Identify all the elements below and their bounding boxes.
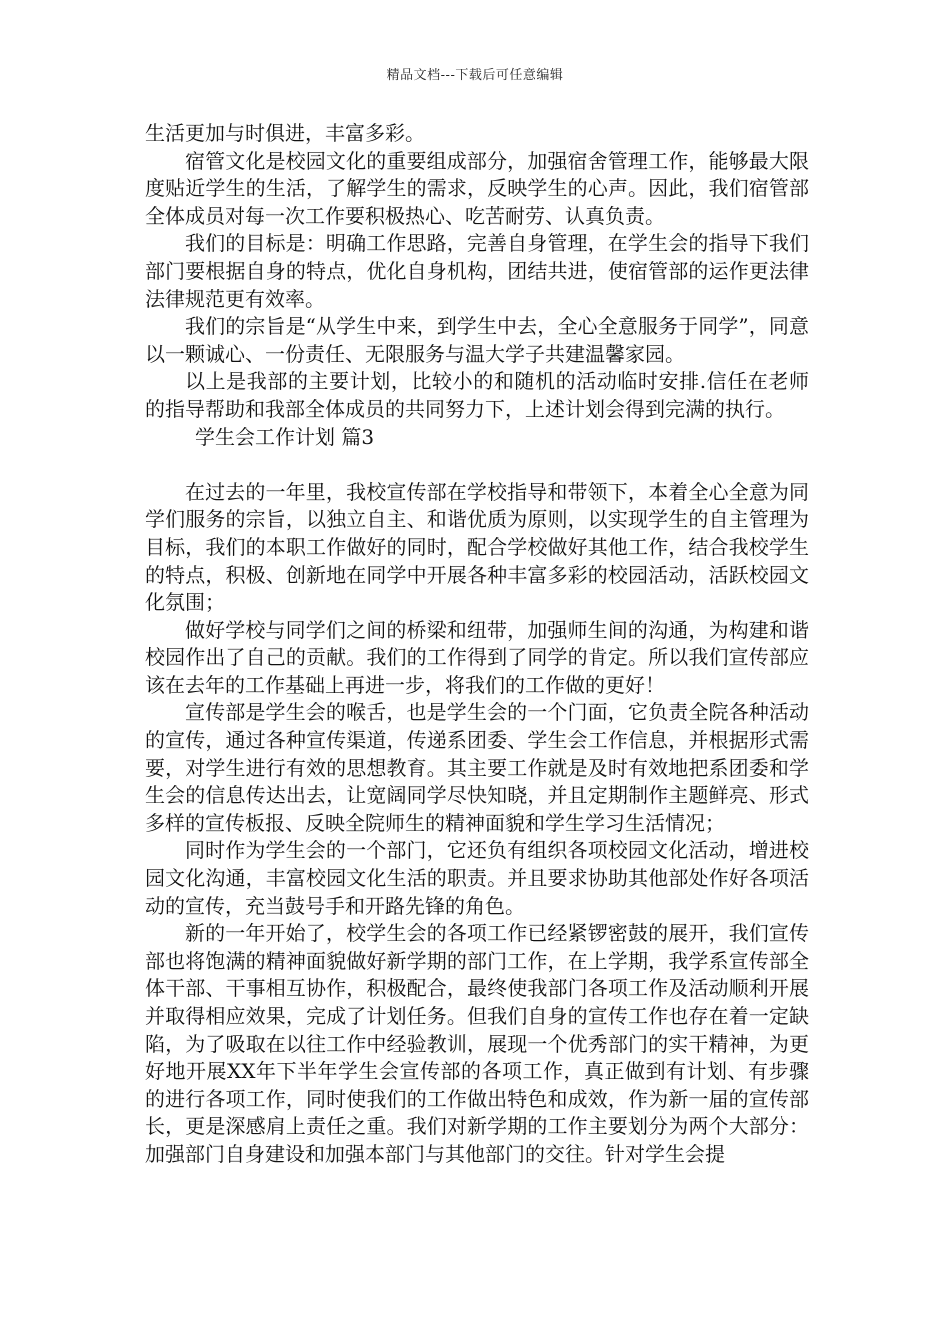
paragraph: 在过去的一年里，我校宣传部在学校指导和带领下，本着全心全意为同学们服务的宗旨，以独立自主、和谐优质为原则，以实现学生的自主管理为目标，我们的本职工作做好的同时，配合学校做好其他工作，结合我校学生的特点，积极、创新地在同学中开展各种丰富多彩的校园活动，活跃校园文化氛围； — [145, 479, 809, 615]
paragraph: 新的一年开始了，校学生会的各项工作已经紧锣密鼓的展开，我们宣传部也将饱满的精神面貌做好新学期的部门工作，在上学期，我学系宣传部全体干部、干事相互协作，积极配合，最终使我部门各项工作及活动顺利开展并取得相应效果，完成了计划任务。但我们自身的宣传工作也存在着一定缺陷，为了吸取在以往工作中经验教训，展现一个优秀部门的实干精神，为更好地开展XX年下半年学生会宣传部的各项工作，真正做到有计划、有步骤的进行各项工作，同时使我们的工作做出特色和成效，作为新一届的宣传部长，更是深感肩上责任之重。我们对新学期的工作主要划分为两个大部分：加强部门自身建设和加强本部门与其他部门的交往。针对学生会提 — [145, 921, 809, 1166]
paragraph: 生活更加与时俱进，丰富多彩。 — [145, 121, 425, 145]
paragraph: 我们的宗旨是“从学生中来，到学生中去，全心全意服务于同学”，同意以一颗诚心、一份责任、无限服务与温大学子共建温馨家园。 — [145, 314, 809, 366]
document-body — [145, 120, 809, 1169]
paragraph: 以上是我部的主要计划，比较小的和随机的活动临时安排.信任在老师的指导帮助和我部全体成员的共同努力下，上述计划会得到完满的执行。 — [145, 369, 809, 421]
paragraph: 我们的目标是：明确工作思路，完善自身管理，在学生会的指导下我们部门要根据自身的特点，优化自身机构，团结共进，使宿管部的运作更法律法律规范更有效率。 — [145, 231, 809, 311]
section-title: 学生会工作计划 篇3 — [195, 424, 375, 449]
paragraph: 做好学校与同学们之间的桥梁和纽带，加强师生间的沟通，为构建和谐校园作出了自己的贡献。我们的工作得到了同学的肯定。所以我们宣传部应该在去年的工作基础上再进一步，将我们的工作做的更好！ — [145, 617, 809, 697]
blank-line — [145, 451, 809, 479]
paragraph: 宣传部是学生会的喉舌，也是学生会的一个门面，它负责全院各种活动的宣传，通过各种宣传渠道，传递系团委、学生会工作信息，并根据形式需要，对学生进行有效的思想教育。其主要工作就是及时有效地把系团委和学生会的信息传达出去，让宽阔同学尽快知晓，并且定期制作主题鲜亮、形式多样的宣传板报、反映全院师生的精神面貌和学生学习生活情况； — [145, 700, 809, 835]
paragraph: 宿管文化是校园文化的重要组成部分，加强宿舍管理工作，能够最大限度贴近学生的生活，了解学生的需求，反映学生的心声。因此，我们宿管部全体成员对每一次工作要积极热心、吃苦耐劳、认真负责。 — [145, 148, 809, 228]
page-header: 精品文档---下载后可任意编辑 — [386, 68, 564, 83]
paragraph: 同时作为学生会的一个部门，它还负有组织各项校园文化活动，增进校园文化沟通，丰富校园文化生活的职责。并且要求协助其他部处作好各项活动的宣传，充当鼓号手和开路先锋的角色。 — [145, 838, 809, 918]
